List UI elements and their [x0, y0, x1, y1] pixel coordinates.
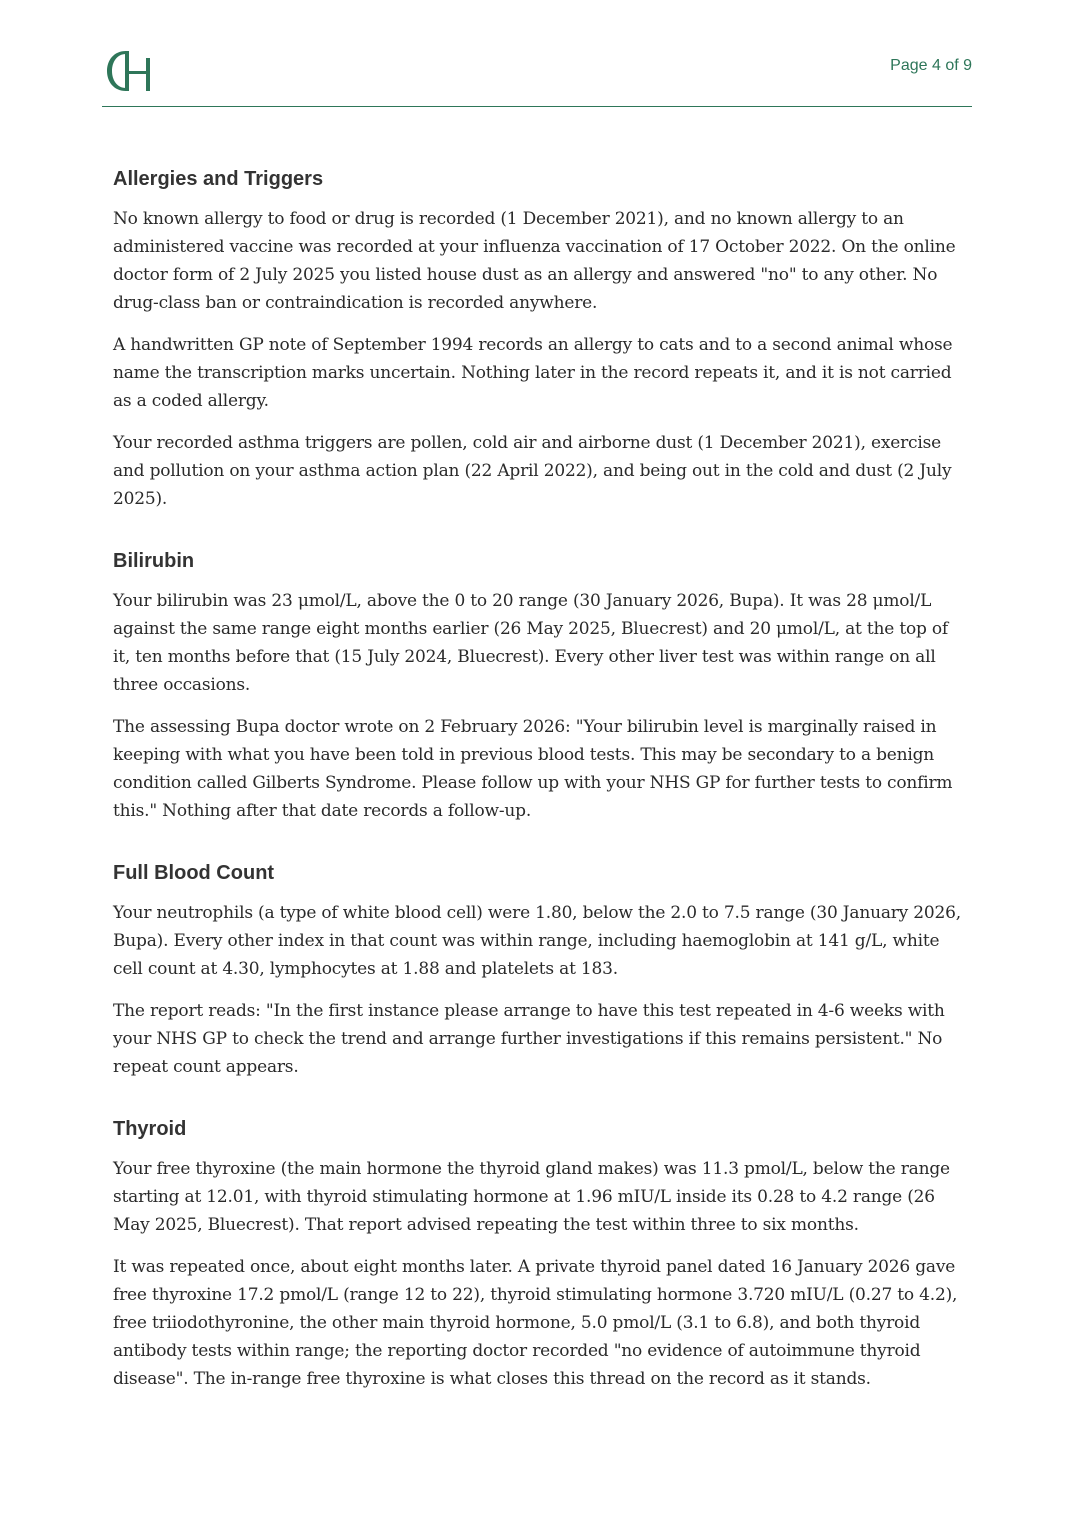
section-thyroid	[113, 1116, 965, 1393]
section-allergies-triggers	[113, 166, 965, 513]
paragraph: The report reads: "In the first instance please arrange to have this test repeated in 4-6 weeks with your NHS GP to check the trend and arrange further investigations if this remains persistent." No repeat count appears.	[113, 1001, 945, 1077]
section-full-blood-count	[113, 860, 965, 1081]
section-heading: Allergies and Triggers	[113, 168, 324, 190]
section-heading: Bilirubin	[113, 550, 195, 572]
paragraph: Your bilirubin was 23 μmol/L, above the 0 to 20 range (30 January 2026, Bupa). It was 28 μmol/L against the same range eight months earlier (26 May 2025, Bluecrest) and 20 μmol/L, at the top of it, ten months before that (15 July 2024, Bluecrest). Every other liver test was within range on all three occasions.	[113, 591, 948, 695]
section-heading: Thyroid	[113, 1118, 187, 1140]
paragraph: Your free thyroxine (the main hormone the thyroid gland makes) was 11.3 pmol/L, below the range starting at 12.01, with thyroid stimulating hormone at 1.96 mIU/L inside its 0.28 to 4.2 range (26 May 2025, Bluecrest). That report advised repeating the test within three to six months.	[113, 1159, 950, 1235]
paragraph: The assessing Bupa doctor wrote on 2 February 2026: "Your bilirubin level is marginally raised in keeping with what you have been told in previous blood tests. This may be secondary to a benign condition called Gilberts Syndrome. Please follow up with your NHS GP for further tests to confirm this." Nothing after that date records a follow-up.	[113, 717, 953, 821]
paragraph: A handwritten GP note of September 1994 records an allergy to cats and to a second animal whose name the transcription marks uncertain. Nothing later in the record repeats it, and it is not carried as a coded allergy.	[113, 335, 953, 411]
paragraph: It was repeated once, about eight months later. A private thyroid panel dated 16 January 2026 gave free thyroxine 17.2 pmol/L (range 12 to 22), thyroid stimulating hormone 3.720 mIU/L (0.27 to 4.2), free triiodothyronine, the other main thyroid hormone, 5.0 pmol/L (3.1 to 6.8), and both thyroid antibody tests within range; the reporting doctor recorded "no evidence of autoimmune thyroid disease". The in-range free thyroxine is what closes this thread on the record as it stands.	[113, 1257, 958, 1389]
paragraph: No known allergy to food or drug is recorded (1 December 2021), and no known allergy to an administered vaccine was recorded at your influenza vaccination of 17 October 2022. On the online doctor form of 2 July 2025 you listed house dust as an allergy and answered "no" to any other. No drug-class ban or contraindication is recorded anywhere.	[113, 209, 956, 313]
document-body	[113, 166, 965, 1428]
header-divider	[102, 106, 972, 107]
paragraph: Your recorded asthma triggers are pollen, cold air and airborne dust (1 December 2021), exercise and pollution on your asthma action plan (22 April 2022), and being out in the cold and dust (2 July 2025).	[113, 433, 952, 509]
section-bilirubin	[113, 548, 965, 825]
paragraph: Your neutrophils (a type of white blood cell) were 1.80, below the 2.0 to 7.5 range (30 January 2026, Bupa). Every other index in that count was within range, including haemoglobin at 141 g/L, white cell count at 4.30, lymphocytes at 1.88 and platelets at 183.	[113, 903, 961, 979]
page-indicator: Page 4 of 9	[890, 57, 972, 74]
section-heading: Full Blood Count	[113, 862, 275, 884]
ch-logo	[104, 48, 156, 94]
